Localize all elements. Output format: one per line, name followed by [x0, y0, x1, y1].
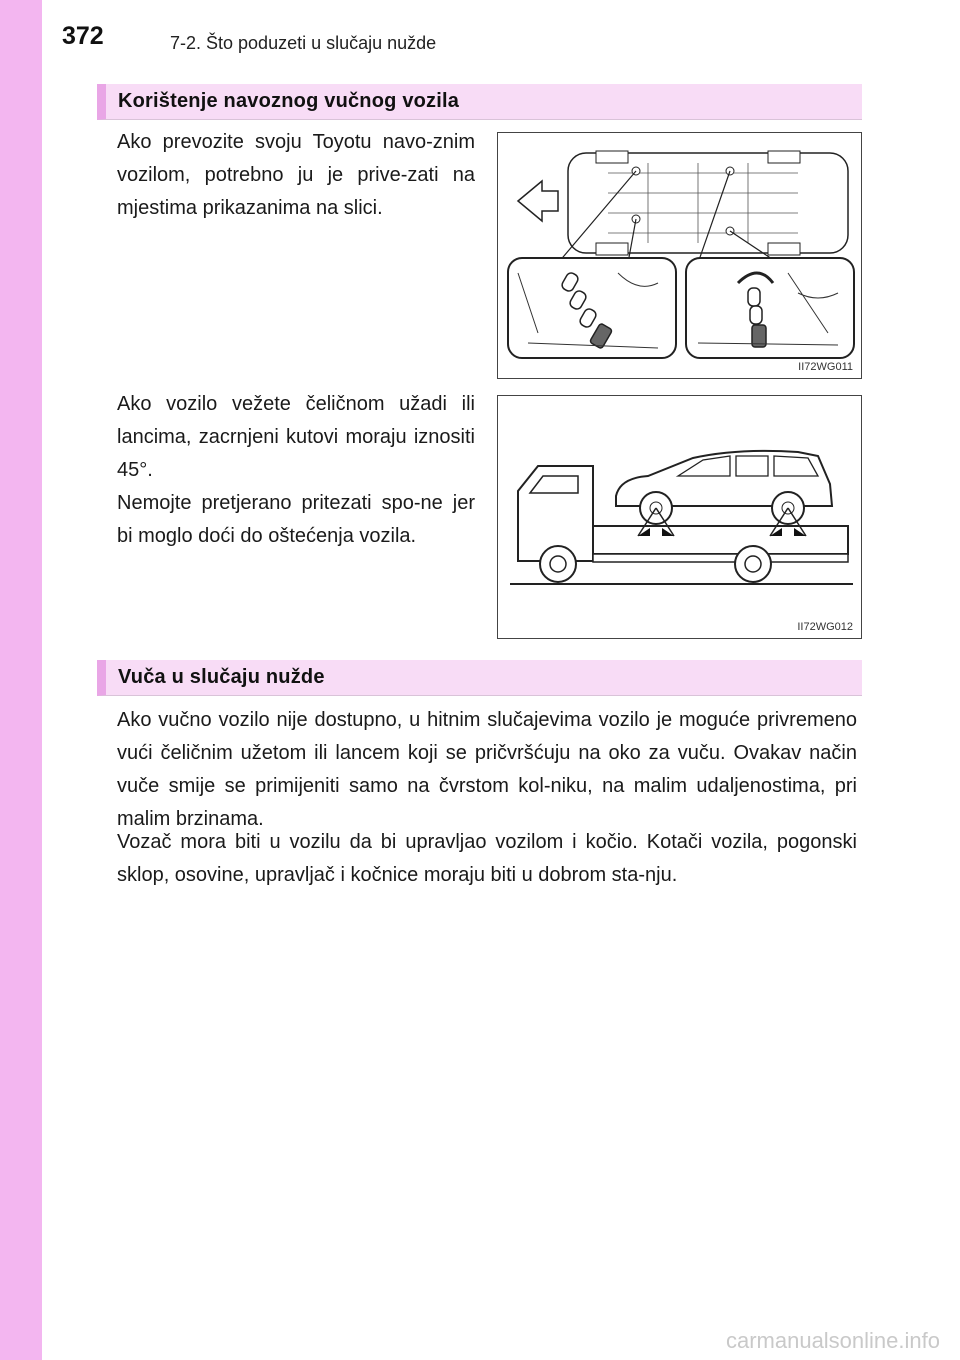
paragraph-transport-intro: Ako prevozite svoju Toyotu navo-znim vozilom, potrebno ju je prive-zati na mjestima prikazanima na slici. — [117, 131, 475, 219]
chapter-side-strip — [0, 0, 42, 1360]
running-header: 7-2. Što poduzeti u slučaju nužde — [170, 33, 437, 53]
figure-code: II72WG011 — [798, 361, 853, 373]
section-heading-emergency-towing — [97, 660, 862, 696]
paragraph-chain-angle: Ako vozilo vežete čeličnom užadi ili lancima, zacrnjeni kutovi moraju iznositi 45°. — [117, 393, 475, 481]
figure-code: II72WG012 — [797, 621, 853, 633]
page-number: 372 — [62, 22, 104, 50]
flatbed-illustration — [498, 396, 861, 638]
section-title: Korištenje navoznog vučnog vozila — [118, 90, 460, 112]
section-title: Vuča u slučaju nužde — [118, 666, 325, 688]
section-heading-transport — [97, 84, 862, 120]
figure-flatbed-truck — [497, 395, 862, 639]
watermark: carmanualsonline.info — [725, 1328, 940, 1353]
figure-tie-down-points — [497, 132, 862, 379]
paragraph-no-overtighten: Nemojte pretjerano pritezati spo-ne jer bi moglo doći do oštećenja vozila. — [117, 492, 475, 547]
paragraph-driver-requirements: Vozač mora biti u vozilu da bi upravljao vozilom i kočio. Kotači vozila, pogonski sklop, osovine, upravljač i kočnice moraju biti u dobrom sta-nju. — [117, 831, 857, 886]
paragraph-emergency-towing: Ako vučno vozilo nije dostupno, u hitnim slučajevima vozilo je moguće privremeno vući čeličnim užetom ili lancem koji se pričvršćuju na oko za vuču. Ovakav način vuče smije se primijeniti samo na čvrstom kol-niku, na malim udaljenostima, pri malim brzinama. — [117, 709, 857, 830]
tie-down-illustration — [498, 133, 861, 378]
